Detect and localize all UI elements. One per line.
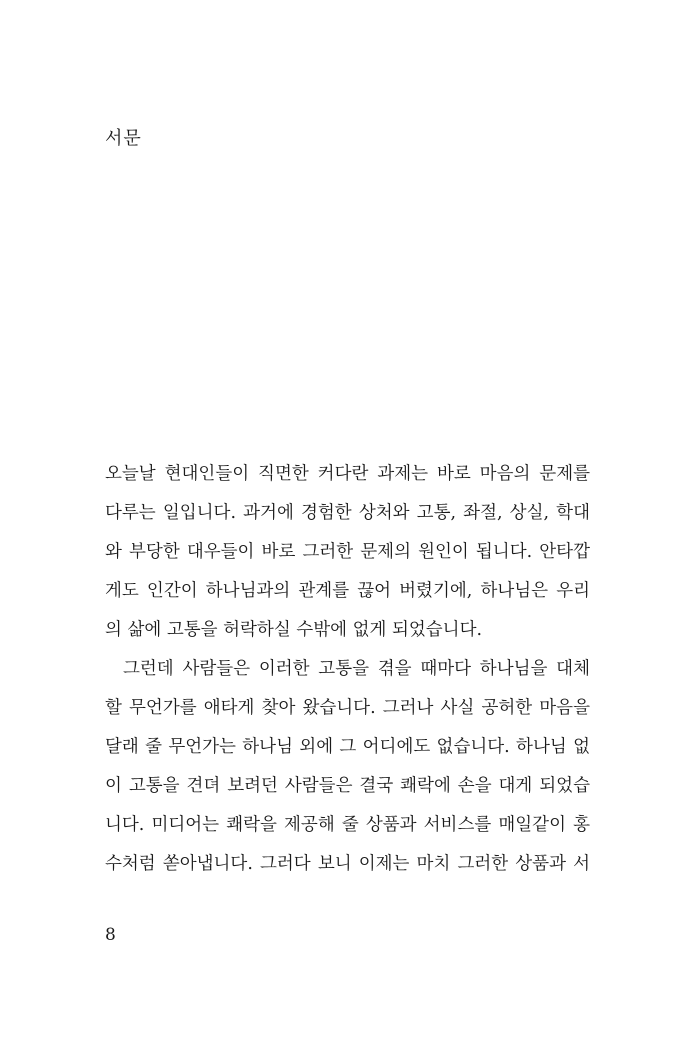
text-line: 할 무언가를 애타게 찾아 왔습니다. 그러나 사실 공허한 마음을 xyxy=(105,698,590,718)
body-text xyxy=(105,455,590,884)
text-line: 니다. 미디어는 쾌락을 제공해 줄 상품과 서비스를 매일같이 홍 xyxy=(105,815,590,835)
text-line: 달래 줄 무언가는 하나님 외에 그 어디에도 없습니다. 하나님 없 xyxy=(105,737,590,757)
text-line: 이 고통을 견뎌 보려던 사람들은 결국 쾌락에 손을 대게 되었습 xyxy=(105,776,590,796)
text-line: 오늘날 현대인들이 직면한 커다란 과제는 바로 마음의 문제를 xyxy=(105,464,590,484)
text-line: 게도 인간이 하나님과의 관계를 끊어 버렸기에, 하나님은 우리 xyxy=(105,581,591,601)
text-line: 다루는 일입니다. 과거에 경험한 상처와 고통, 좌절, 상실, 학대 xyxy=(105,503,590,523)
text-line: 의 삶에 고통을 허락하실 수밖에 없게 되었습니다. xyxy=(105,620,483,640)
page-number: 8 xyxy=(105,925,116,945)
text-line: 와 부당한 대우들이 바로 그러한 문제의 원인이 됩니다. 안타깝 xyxy=(105,542,590,562)
text-line: 수처럼 쏟아냅니다. 그러다 보니 이제는 마치 그러한 상품과 서 xyxy=(105,854,590,874)
text-line: 그런데 사람들은 이러한 고통을 겪을 때마다 하나님을 대체 xyxy=(123,659,590,679)
chapter-title: 서문 xyxy=(105,128,142,149)
